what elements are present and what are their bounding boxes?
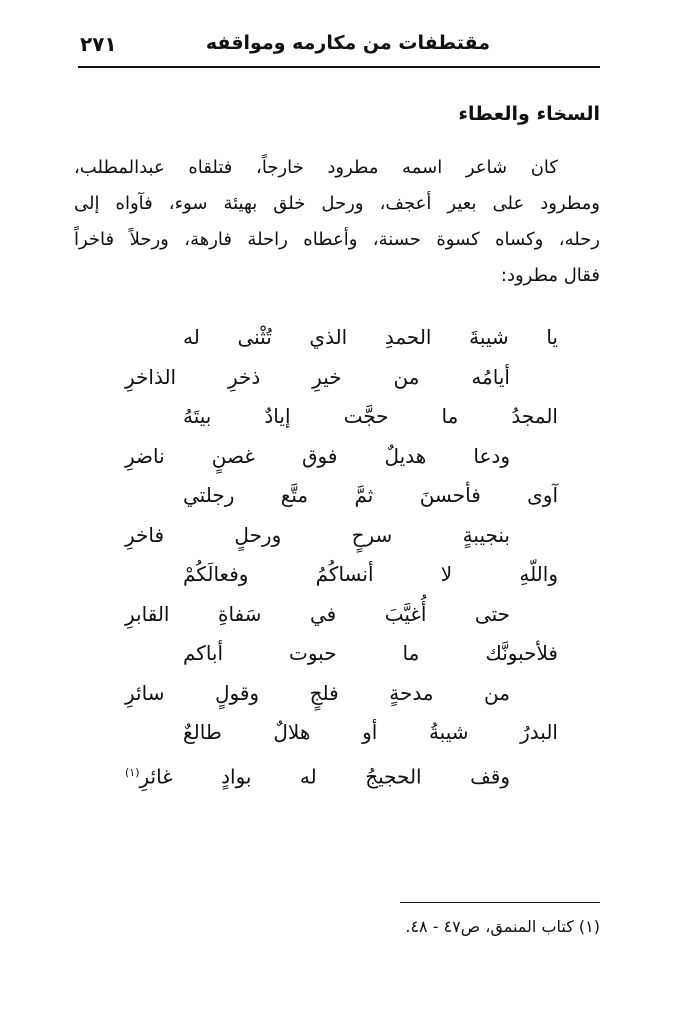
poem-line-text: وقف الحجيجُ له بوادٍ غائرِ	[139, 764, 510, 789]
poem-line: واللّهِ لا أنساكُمُ وفعالَكُمْ	[183, 562, 558, 586]
poem-line: المجدُ ما حجَّت إيادٌ بيتَهُ	[183, 404, 558, 428]
footnote-marker: (١)	[125, 765, 140, 779]
footnote-divider	[400, 902, 600, 903]
prose-line: كان شاعر اسمه مطرود خارجاً، فتلقاه عبدالمطلب،	[74, 157, 558, 178]
section-title: السخاء والعطاء	[458, 103, 600, 125]
prose-paragraph	[74, 150, 600, 294]
poem-line: البدرُ شيبةُ أو هلالٌ طالعٌ	[183, 720, 558, 744]
poem-line: من مدحةٍ فلجٍ وقولٍ سائرِ	[125, 680, 510, 705]
page-number: ٢٧١	[80, 32, 117, 56]
header-title: مقتطفات من مكارمه ومواقفه	[205, 32, 490, 54]
prose-line: فقال مطرود:	[500, 265, 600, 286]
poem-line: فلأحبونَّك ما حبوت أباكم	[183, 641, 558, 665]
prose-line: ومطرود على بعير أعجف، ورحل خلق بهيئة سوء، فآواه إلى	[74, 193, 600, 214]
running-header	[78, 30, 600, 68]
footnote: (١) كتاب المنمق، ص٤٧ - ٤٨.	[405, 917, 600, 936]
poem	[118, 318, 558, 792]
poem-line: أيامُه من خيرِ ذخرِ الذاخرِ	[125, 364, 510, 389]
poem-line-last	[125, 753, 510, 793]
prose-line: رحله، وكساه كسوة حسنة، وأعطاه راحلة فارهة، ورحلاً فاخراً	[74, 229, 600, 250]
poem-line: بنجيبةٍ سرحٍ ورحلٍ فاخرِ	[125, 522, 510, 547]
poem-line: آوى فأحسنَ ثمَّ متَّع رجلتي	[183, 483, 558, 507]
poem-line: حتى أُغيَّبَ في سَفاةِ القابرِ	[125, 601, 510, 626]
poem-line: يا شيبةَ الحمدِ الذي تُثْنى له	[183, 325, 558, 349]
poem-line: ودعا هديلٌ فوق غصنٍ ناضرِ	[125, 443, 510, 468]
